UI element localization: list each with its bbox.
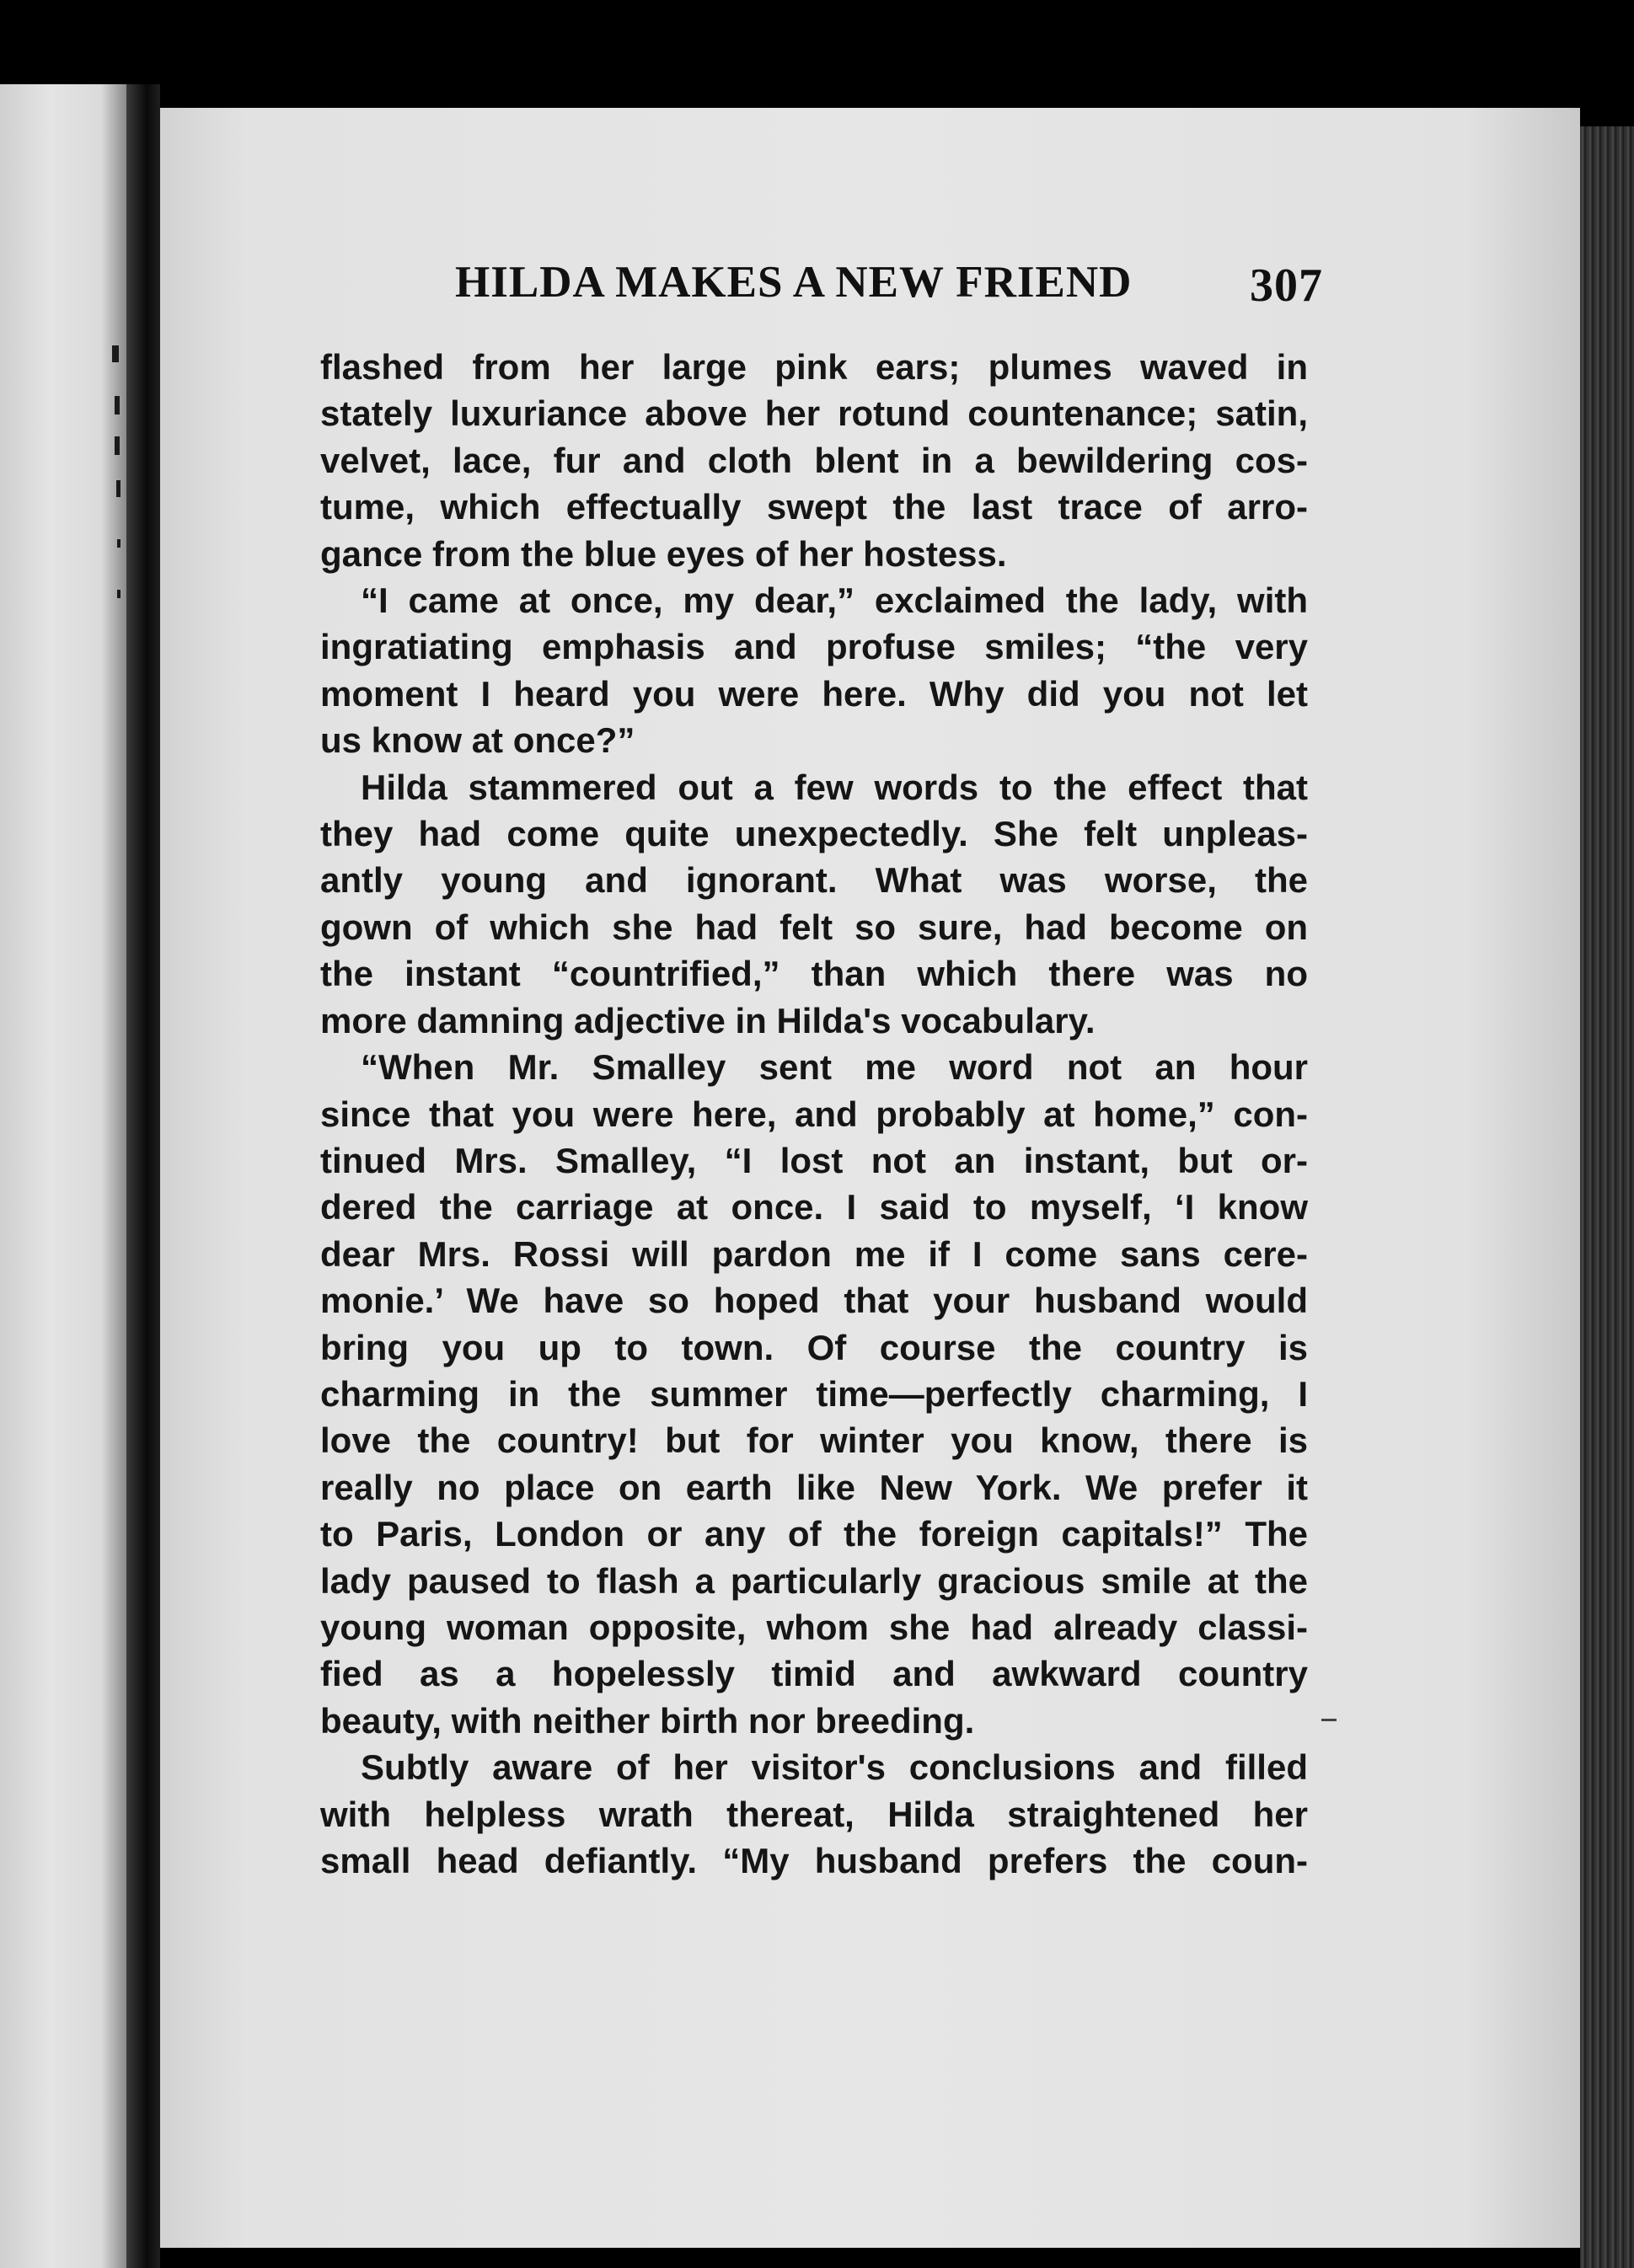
text-line: Hilda stammered out a few words to the effect that xyxy=(361,767,1308,807)
text-line: fied as a hopelessly timid and awkward country xyxy=(320,1654,1308,1694)
text-line: more damning adjective in Hilda's vocabulary. xyxy=(320,1000,1096,1040)
text-line: since that you were here, and probably at home,” con- xyxy=(320,1094,1308,1134)
text-line: ingratiating emphasis and profuse smiles; “the very xyxy=(320,627,1308,667)
left-page-edge xyxy=(0,84,126,2268)
text-line: antly young and ignorant. What was worse, the xyxy=(320,860,1308,901)
text-line: young woman opposite, whom she had already classi- xyxy=(320,1607,1308,1647)
body-text xyxy=(320,344,1308,1884)
text-line: the instant “countrified,” than which there was no xyxy=(320,954,1308,994)
text-line: “When Mr. Smalley sent me word not an hour xyxy=(361,1047,1308,1088)
text-line: gance from the blue eyes of her hostess. xyxy=(320,533,1007,574)
text-line: dear Mrs. Rossi will pardon me if I come sans cere- xyxy=(320,1233,1308,1274)
text-line: they had come quite unexpectedly. She felt unpleas- xyxy=(320,814,1308,854)
text-line: to Paris, London or any of the foreign capitals!” The xyxy=(320,1514,1308,1554)
text-line: dered the carriage at once. I said to myself, ‘I know xyxy=(320,1187,1308,1228)
ink-speck xyxy=(115,396,120,415)
ink-speck xyxy=(115,436,120,455)
text-line: velvet, lace, fur and cloth blent in a bewildering cos- xyxy=(320,440,1308,480)
text-line: love the country! but for winter you know, there is xyxy=(320,1420,1308,1461)
text-line: gown of which she had felt so sure, had become on xyxy=(320,907,1308,947)
text-line: bring you up to town. Of course the country is xyxy=(320,1327,1308,1367)
ink-speck xyxy=(117,539,121,548)
ink-speck xyxy=(116,480,121,497)
text-line: “I came at once, my dear,” exclaimed the lady, with xyxy=(361,580,1308,621)
text-line: charming in the summer time—perfectly charming, I xyxy=(320,1373,1308,1414)
text-line: beauty, with neither birth nor breeding. xyxy=(320,1700,975,1741)
ink-speck xyxy=(117,590,121,598)
page-edge-stack xyxy=(1580,126,1634,2268)
text-line: Subtly aware of her visitor's conclusions and filled xyxy=(361,1747,1308,1788)
text-line: stately luxuriance above her rotund countenance; satin, xyxy=(320,393,1308,434)
running-head-title: HILDA MAKES A NEW FRIEND xyxy=(455,258,1133,307)
running-head xyxy=(316,257,1323,324)
text-line: lady paused to flash a particularly gracious smile at the xyxy=(320,1560,1308,1601)
text-line: really no place on earth like New York. We prefer it xyxy=(320,1467,1308,1507)
text-line: us know at once?” xyxy=(320,720,635,761)
text-line: flashed from her large pink ears; plumes waved in xyxy=(320,347,1308,387)
text-line: tume, which effectually swept the last trace of arro- xyxy=(320,487,1308,527)
text-line: with helpless wrath thereat, Hilda straightened her xyxy=(320,1794,1308,1834)
text-line: small head defiantly. “My husband prefers the coun- xyxy=(320,1841,1308,1880)
margin-mark xyxy=(1321,1719,1337,1721)
text-line: tinued Mrs. Smalley, “I lost not an instant, but or- xyxy=(320,1140,1308,1180)
ink-speck xyxy=(112,345,119,362)
book-gutter xyxy=(126,84,160,2268)
text-line: moment I heard you were here. Why did you not let xyxy=(320,673,1308,714)
text-line: monie.’ We have so hoped that your husband would xyxy=(320,1281,1308,1321)
page-number: 307 xyxy=(1250,259,1323,312)
